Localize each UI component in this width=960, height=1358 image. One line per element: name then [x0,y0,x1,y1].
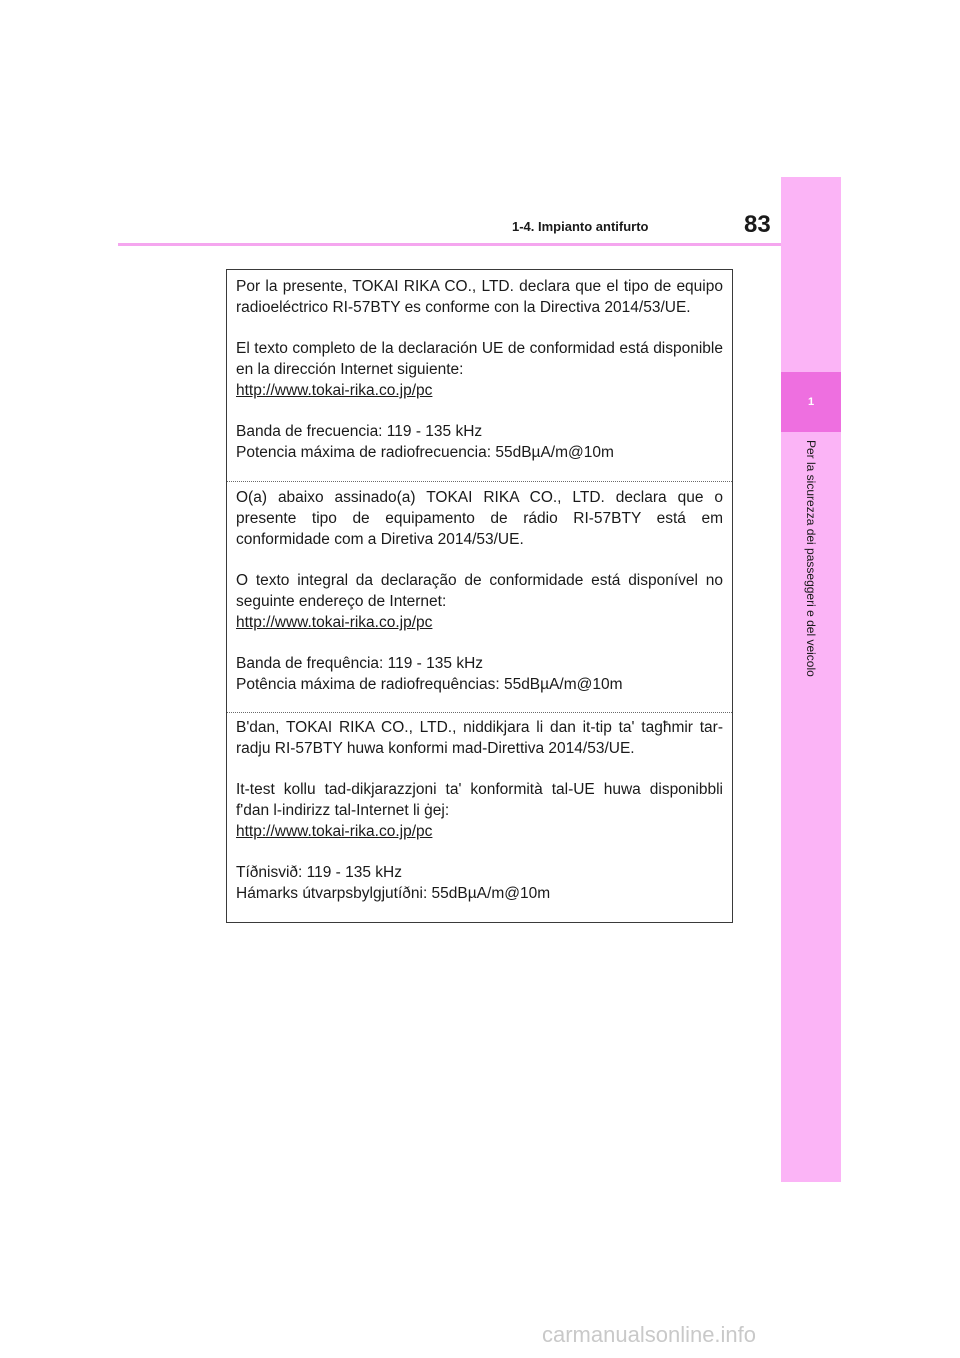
max-power: Potencia máxima de radiofrecuencia: 55dBµA/m@10m [236,444,614,461]
declaration-box [226,269,733,923]
declaration-spanish [227,276,732,463]
frequency-band: Banda de frecuencia: 119 - 135 kHz [236,423,483,440]
site-watermark: carmanualsonline.info [542,1322,757,1347]
declaration-url-link[interactable]: http://www.tokai-rika.co.jp/pc [236,614,433,631]
declaration-url-link[interactable]: http://www.tokai-rika.co.jp/pc [236,382,433,399]
page-number: 83 [744,211,771,238]
chapter-number-box [781,372,841,432]
declaration-full-text-line: O texto integral da declaração de conformidade está disponível no seguinte endereço de Internet: [236,572,723,610]
chapter-title: Per la sicurezza dei passeggeri e del veicolo [804,440,818,677]
declaration-statement: Por la presente, TOKAI RIKA CO., LTD. declara que el tipo de equipo radioeléctrico RI-57BTY es conforme con la Directiva 2014/53/UE. [236,278,723,316]
declaration-statement: B'dan, TOKAI RIKA CO., LTD., niddikjara li dan it-tip ta' tagħmir tar-radju RI-57BTY huwa konformi mad-Direttiva 2014/53/UE. [236,719,723,757]
declaration-full-text-line: El texto completo de la declaración UE de conformidad está disponible en la dirección Internet siguiente: [236,340,723,378]
section-title: 1-4. Impianto antifurto [512,219,649,234]
declaration-full-text-line: It-test kollu tad-dikjarazzjoni ta' konformità tal-UE huwa disponibbli f'dan l-indirizz tal-Internet li ġej: [236,781,723,819]
chapter-number: 1 [807,396,815,408]
declaration-portuguese [227,487,732,695]
header-rule [118,243,781,246]
declaration-maltese [227,717,732,904]
max-power: Hámarks útvarpsbylgjutíðni: 55dBµA/m@10m [236,885,551,902]
declaration-statement: O(a) abaixo assinado(a) TOKAI RIKA CO., LTD. declara que o presente tipo de equipamento de rádio RI-57BTY está em conformidade com a Diretiva 2014/53/UE. [236,489,723,548]
section-divider [227,481,732,482]
declaration-url-link[interactable]: http://www.tokai-rika.co.jp/pc [236,823,433,840]
frequency-band: Tíðnisvið: 119 - 135 kHz [236,864,402,881]
max-power: Potência máxima de radiofrequências: 55dBµA/m@10m [236,676,623,693]
frequency-band: Banda de frequência: 119 - 135 kHz [236,655,484,672]
section-divider [227,712,732,713]
